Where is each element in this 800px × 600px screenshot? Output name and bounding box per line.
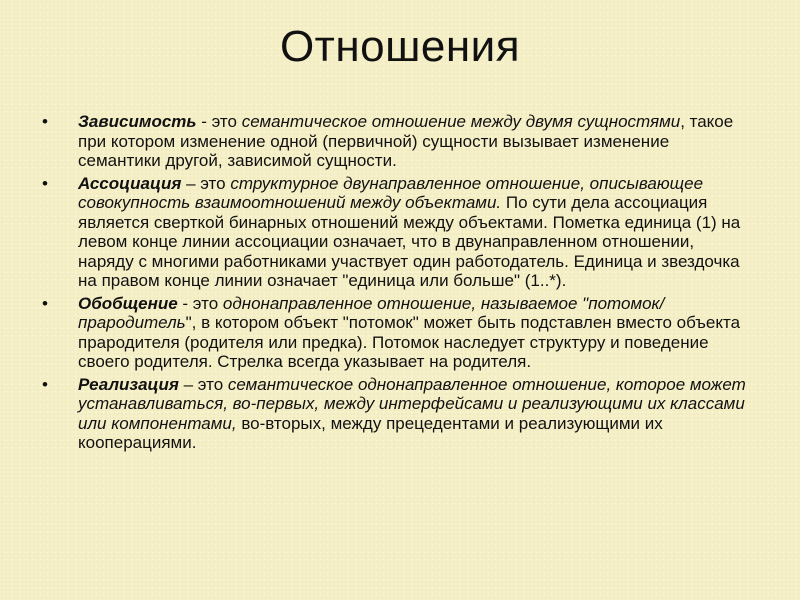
separator: – это [178, 374, 228, 394]
definition-italic: семантическое однонаправленное отношение, которое может устанавливаться, во-первых, между интерфейсами и реализующими их классами или компонентами, [78, 374, 746, 433]
bullet-dot: • [42, 293, 48, 313]
bullet-item-dependency [40, 112, 752, 171]
definition-italic: структурное двунаправленное отношение, описывающее совокупность взаимоотношений между объектами. [78, 173, 704, 212]
separator: - это [177, 293, 223, 313]
bullet-item-generalization [40, 294, 752, 372]
term-generalization: Обобщение [78, 293, 178, 313]
definition-rest: По сути дела ассоциация является сверткой бинарных отношений между объектами. Пометка единица (1) на левом конце линии ассоциации означает, что в двунаправленном отношении, наряду с многими работниками участвует один работодатель. Единица и звездочка на правом конце линии означает "единица или больше" (1..*). [78, 193, 741, 290]
slide-title: Отношения [279, 22, 521, 71]
definition-italic: однонаправленное отношение, называемое "потомок/прародитель [78, 293, 665, 332]
definition-rest: ", в котором объект "потомок" может быть подставлен вместо объекта прародителя (родителя или предка). Потомок наследует структуру и поведение своего родителя. Стрелка всегда указывает на родителя. [78, 313, 741, 371]
bullet-item-association [40, 174, 752, 291]
bullet-dot: • [42, 112, 48, 131]
term-dependency: Зависимость [78, 112, 197, 131]
term-association: Ассоциация [78, 173, 182, 193]
bullet-list [40, 112, 752, 456]
separator: - это [196, 112, 242, 131]
definition-italic: семантическое отношение между двумя сущностями [241, 112, 681, 131]
bullet-dot: • [42, 374, 48, 394]
definition-rest: во-вторых, между прецедентами и реализующими их кооперациями. [78, 413, 663, 452]
term-realization: Реализация [78, 374, 179, 394]
definition-rest: , такое при котором изменение одной (первичной) сущности вызывает изменение семантики другой, зависимой сущности. [78, 112, 734, 170]
bullet-dot: • [42, 173, 48, 193]
bullet-item-realization [40, 375, 752, 453]
separator: – это [181, 173, 231, 193]
